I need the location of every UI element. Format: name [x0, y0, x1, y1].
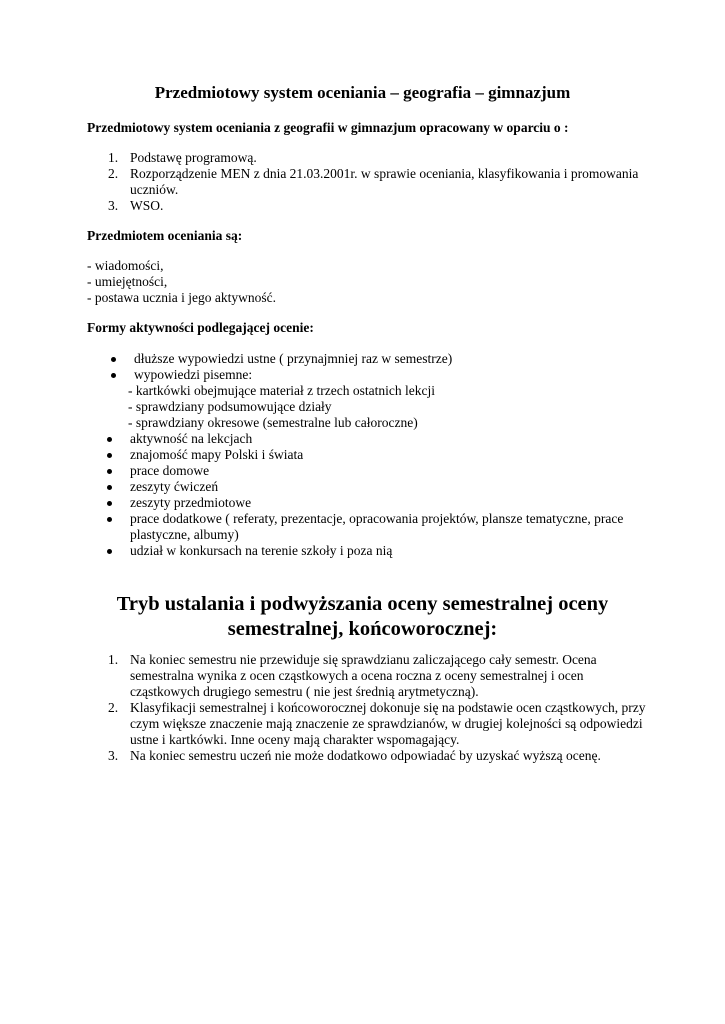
basis-item: [87, 150, 647, 166]
forms-list: [87, 351, 647, 559]
forms-item: [87, 543, 647, 559]
forms-item: [87, 511, 647, 543]
mode-item-text: Na koniec semestru nie przewiduje się sprawdzianu zaliczającego cały semestr. Ocena semestralna wynika z ocen cząstkowych a ocena roczna z oceny semestralnej i ocen cząstkowych drugiego semestru ( nie jest średnią arytmetyczną).: [130, 652, 597, 699]
mode-heading: [0, 592, 725, 642]
forms-item: [87, 431, 647, 447]
forms-item-text: wypowiedzi pisemne:: [134, 367, 253, 382]
bullet-icon: [107, 485, 112, 490]
forms-item-text: zeszyty przedmiotowe: [130, 495, 252, 510]
forms-item-text: zeszyty ćwiczeń: [130, 479, 219, 494]
mode-heading-line: semestralnej, końcoworocznej:: [227, 618, 498, 640]
subject-heading: Przedmiotem oceniania są:: [87, 228, 243, 243]
document-title: Przedmiotowy system oceniania – geografia – gimnazjum: [154, 83, 571, 102]
bullet-icon: [107, 469, 112, 474]
basis-item: [87, 198, 647, 214]
intro-text: Przedmiotowy system oceniania z geografii w gimnazjum opracowany w oparciu o :: [87, 120, 569, 135]
bullet-icon: [107, 453, 112, 458]
basis-item-number: 1.: [108, 150, 119, 165]
bullet-icon: [111, 373, 116, 378]
forms-item-text: prace dodatkowe ( referaty, prezentacje, opracowania projektów, plansze tematyczne, prace plastyczne, albumy): [130, 511, 624, 542]
bullet-icon: [111, 357, 116, 362]
forms-item: [87, 479, 647, 495]
mode-item-number: 2.: [108, 700, 119, 715]
mode-list: [87, 652, 647, 764]
basis-item-number: 3.: [108, 198, 119, 213]
subject-item: - postawa ucznia i jego aktywność.: [87, 290, 276, 305]
mode-item: [87, 748, 647, 764]
bullet-icon: [107, 517, 112, 522]
forms-item-text: aktywność na lekcjach: [130, 431, 253, 446]
forms-item-text: prace domowe: [130, 463, 210, 478]
bullet-icon: [107, 437, 112, 442]
mode-item: [87, 700, 647, 748]
forms-item: [87, 351, 647, 367]
forms-item: [87, 447, 647, 463]
bullet-icon: [107, 501, 112, 506]
bullet-icon: [107, 549, 112, 554]
basis-item-number: 2.: [108, 166, 119, 181]
subject-item: - wiadomości,: [87, 258, 164, 273]
forms-item: [87, 463, 647, 479]
forms-item-text: udział w konkursach na terenie szkoły i poza nią: [130, 543, 393, 558]
forms-item: [87, 495, 647, 511]
basis-item-text: Rozporządzenie MEN z dnia 21.03.2001r. w sprawie oceniania, klasyfikowania i promowania uczniów.: [130, 166, 639, 197]
subject-item: - umiejętności,: [87, 274, 168, 289]
forms-subitem: - sprawdziany podsumowujące działy: [128, 399, 332, 414]
mode-item-text: Na koniec semestru uczeń nie może dodatkowo odpowiadać by uzyskać wyższą ocenę.: [130, 748, 601, 763]
forms-subitem: - sprawdziany okresowe (semestralne lub całoroczne): [128, 415, 418, 430]
basis-item-text: WSO.: [130, 198, 164, 213]
basis-item-text: Podstawę programową.: [130, 150, 257, 165]
forms-heading: Formy aktywności podlegającej ocenie:: [87, 320, 314, 335]
basis-item: [87, 166, 647, 198]
forms-subitem: - kartkówki obejmujące materiał z trzech ostatnich lekcji: [128, 383, 435, 398]
basis-list: [87, 150, 647, 214]
forms-item: [87, 367, 647, 431]
mode-item-number: 3.: [108, 748, 119, 763]
mode-heading-line: Tryb ustalania i podwyższania oceny semestralnej oceny: [116, 593, 609, 615]
subject-list: [87, 258, 276, 306]
mode-item: [87, 652, 647, 700]
forms-item-text: znajomość mapy Polski i świata: [130, 447, 304, 462]
mode-item-number: 1.: [108, 652, 119, 667]
forms-item-text: dłuższe wypowiedzi ustne ( przynajmniej raz w semestrze): [134, 351, 453, 366]
mode-item-text: Klasyfikacji semestralnej i końcoworocznej dokonuje się na podstawie ocen cząstkowych, przy czym większe znaczenie mają znaczenie ze sprawdzianów, w drugiej kolejności są odpowiedzi ustne i kartkówki. Inne oceny mają charakter wspomagający.: [130, 700, 646, 747]
